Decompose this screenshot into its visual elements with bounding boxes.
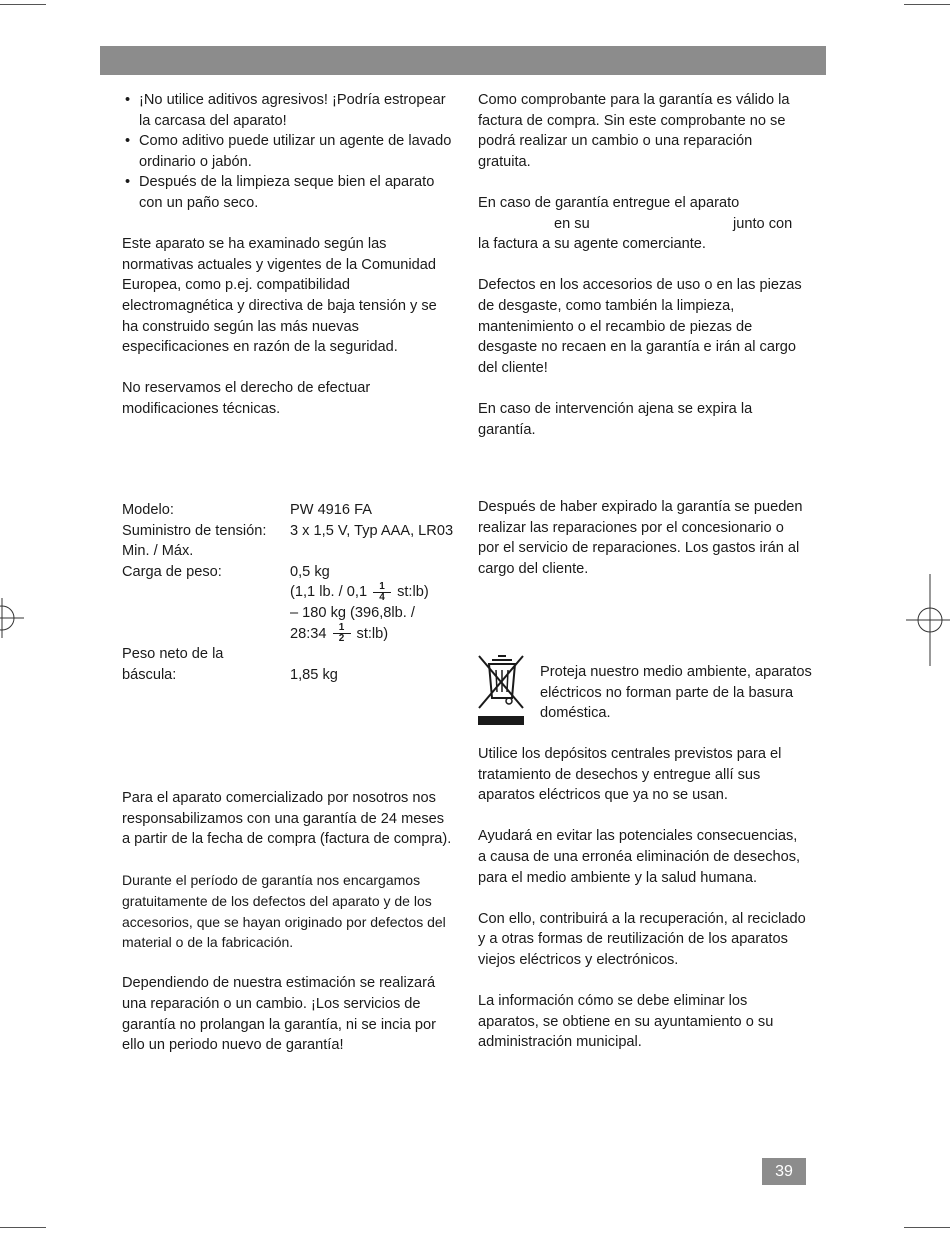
warranty-paragraph: Dependiendo de nuestra estimación se realizará una reparación o un cambio. ¡Los servicios de garantía no prolangan la garantía, ni se incia por ello un periodo nuevo de garantía! (122, 975, 436, 1054)
crop-mark (0, 1227, 46, 1228)
crop-mark (904, 4, 950, 5)
crossed-out-wheelie-bin-icon (476, 652, 526, 730)
environment-notice-text: Proteja nuestro medio ambiente, aparatos eléctricos no forman parte de la basura doméstica. (540, 664, 812, 722)
page-number: 39 (762, 1158, 806, 1185)
spec-label-model: Modelo: (122, 502, 174, 518)
registration-mark-left (0, 598, 24, 638)
crop-mark (0, 4, 46, 5)
wear-parts-paragraph: Defectos en los accesorios de uso o en las piezas de desgaste, como también la limpieza, mantenimiento o el recambio de piezas de desgaste no recaen en la garantía e irán al cargo del cliente! (478, 277, 802, 376)
warranty-paragraph: Durante el período de garantía nos encargamos gratuitamente de los defectos del aparato y de los accesorios, que se hayan originado por defectos del material o de la fabricación. (122, 872, 446, 951)
right-column (478, 90, 808, 440)
cleaning-bullet-list (122, 90, 452, 214)
left-column (122, 90, 452, 420)
spec-label-net-weight: Peso neto de la báscula: (122, 646, 224, 683)
after-warranty (478, 497, 808, 579)
fraction-one-quarter: $\frac{1}{4}$ (373, 583, 391, 602)
registration-mark-right (902, 574, 950, 666)
environment-paragraph: La información cómo se debe eliminar los aparatos, se obtiene en su ayuntamiento o su administración municipal. (478, 993, 774, 1051)
fraction-one-half: $\frac{1}{2}$ (333, 624, 351, 643)
environment-paragraph: Ayudará en evitar las potenciales consecuencias, a causa de una erronéa eliminación de desechos, para el medio ambiente y la salud humana. (478, 828, 801, 886)
spec-value-model: PW 4916 FA (290, 502, 372, 518)
spec-value-power: 3 x 1,5 V, Typ AAA, LR03 (290, 522, 454, 539)
list-item: • Después de la limpieza seque bien el aparato con un paño seco. (122, 172, 452, 213)
warranty-paragraph: Para el aparato comercializado por nosotros nos responsabilizamos con una garantía de 24 meses a partir de la fecha de compra (factura de compra). (122, 790, 452, 848)
spec-value-load: 0,5 kg (1,1 lb. / 0,1 $\frac{1}{4}$ st:lb) – 180 kg (396,8lb. / 28:34 $\frac{1}{2}$ st:lb) (290, 563, 429, 645)
list-item: • ¡No utilice aditivos agresivos! ¡Podría estropear la carcasa del aparato! (122, 90, 452, 131)
conformity-paragraph: Este aparato se ha examinado según las normativas actuales y vigentes de la Comunidad Europea, como p.ej. compatibilidad electromagnética y directiva de baja tensión y se ha construido según las más nuevas especificaciones en razón de la seguridad. (122, 236, 437, 356)
modifications-paragraph: No reservamos el derecho de efectuar modificaciones técnicas. (122, 380, 371, 417)
technical-specs (122, 500, 462, 685)
environment-paragraph: Con ello, contribuirá a la recuperación, al reciclado y a otras formas de reutilización de los aparatos viejos eléctricos y electrónicos. (478, 910, 806, 968)
spec-label-minmax: Min. / Máx. (122, 543, 194, 560)
spec-label-power: Suministro de tensión: (122, 522, 267, 539)
list-item: • Como aditivo puede utilizar un agente de lavado ordinario o jabón. (122, 131, 452, 172)
spec-value-net-weight: 1,85 kg (290, 666, 338, 683)
header-bar (100, 46, 826, 75)
spec-label-load: Carga de peso: (122, 563, 222, 580)
return-paragraph: En caso de garantía entregue el aparato en su junto con la factura a su agente comerciante. (478, 194, 793, 253)
environment-paragraphs (478, 744, 808, 1053)
intervention-paragraph: En caso de intervención ajena se expira la garantía. (478, 400, 753, 438)
environment-paragraph: Utilice los depósitos centrales previstos para el tratamiento de desechos y entregue allí sus aparatos eléctricos que ya no se usan. (478, 746, 782, 804)
after-warranty-paragraph: Después de haber expirado la garantía se pueden realizar las reparaciones por el concesionario o por el servicio de reparaciones. Los gastos irán al cargo del cliente. (478, 499, 803, 577)
warranty-left (122, 788, 452, 1056)
crop-mark (904, 1227, 950, 1228)
proof-paragraph: Como comprobante para la garantía es válido la factura de compra. Sin este comprobante no se podrá realizar un cambio o una reparación gratuita. (478, 92, 790, 170)
